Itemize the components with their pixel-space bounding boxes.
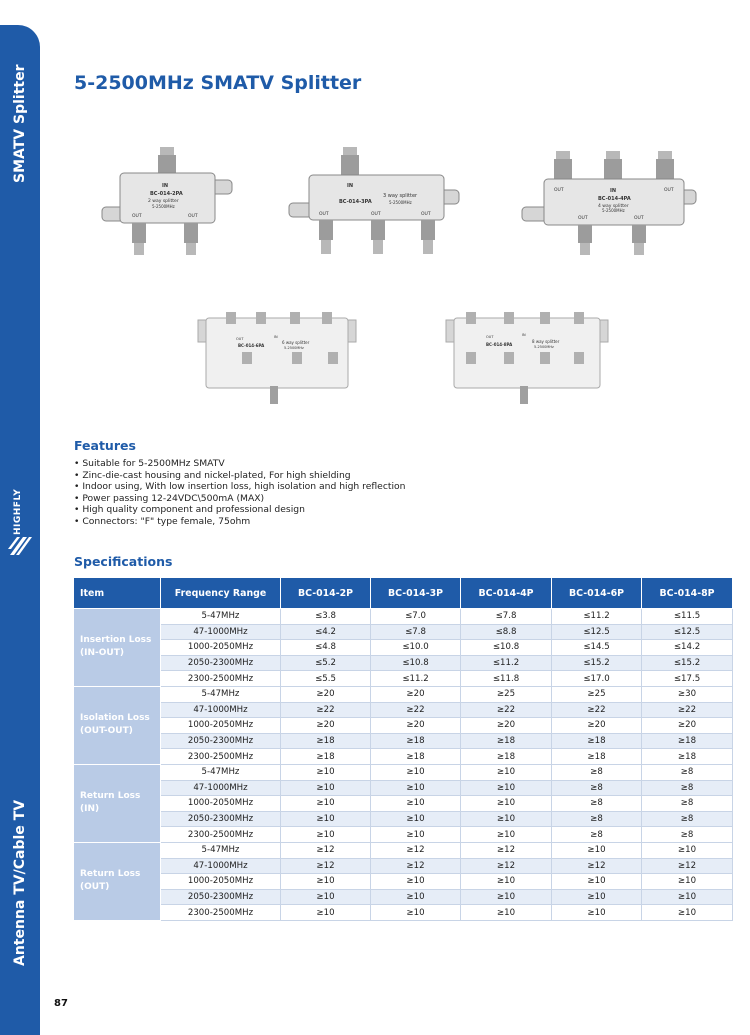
spec-value-cell: ≥10 (281, 905, 371, 921)
spec-value-cell: ≥22 (461, 702, 552, 718)
spec-value-cell: ≥10 (552, 905, 642, 921)
frequency-range-cell: 1000-2050MHz (161, 718, 281, 734)
spec-value-cell: ≥20 (281, 718, 371, 734)
frequency-range-cell: 1000-2050MHz (161, 640, 281, 656)
spec-value-cell: ≥10 (642, 842, 733, 858)
column-header: BC-014-6P (552, 578, 642, 609)
spec-group-label: Isolation Loss (OUT-OUT) (74, 686, 161, 764)
frequency-range-cell: 2300-2500MHz (161, 905, 281, 921)
svg-text:OUT: OUT (578, 216, 588, 221)
column-header: BC-014-3P (371, 578, 461, 609)
svg-text:5-2500MHz: 5-2500MHz (389, 200, 412, 205)
spec-value-cell: ≤12.5 (552, 624, 642, 640)
svg-text:IN: IN (347, 183, 354, 189)
frequency-range-cell: 47-1000MHz (161, 702, 281, 718)
product-image-6-way-splitter (192, 308, 362, 408)
spec-value-cell: ≥12 (281, 842, 371, 858)
spec-value-cell: ≥10 (461, 827, 552, 843)
brand-name: HIGHFLY (13, 488, 23, 535)
product-image-3-way-splitter (287, 145, 462, 260)
spec-value-cell: ≥25 (552, 686, 642, 702)
page-number: 87 (54, 998, 68, 1009)
spec-value-cell: ≤7.8 (461, 609, 552, 625)
svg-text:BC-014-6PA: BC-014-6PA (238, 343, 265, 348)
spec-value-cell: ≥10 (642, 905, 733, 921)
table-row (74, 811, 733, 827)
spec-value-cell: ≥22 (281, 702, 371, 718)
frequency-range-cell: 2050-2300MHz (161, 811, 281, 827)
table-row (74, 749, 733, 765)
feature-item: • High quality component and professional design (74, 504, 405, 516)
spec-value-cell: ≤11.8 (461, 671, 552, 687)
product-image-2-way-splitter (100, 145, 235, 260)
spec-value-cell: ≥18 (552, 733, 642, 749)
feature-item: • Power passing 12-24VDC\500mA (MAX) (74, 493, 405, 505)
svg-text:BC-014-2PA: BC-014-2PA (150, 191, 183, 197)
spec-value-cell: ≥10 (371, 780, 461, 796)
spec-value-cell: ≥22 (371, 702, 461, 718)
spec-value-cell: ≥10 (461, 811, 552, 827)
svg-text:OUT: OUT (188, 214, 198, 219)
spec-value-cell: ≥10 (461, 874, 552, 890)
svg-text:OUT: OUT (664, 188, 674, 193)
frequency-range-cell: 2050-2300MHz (161, 889, 281, 905)
specifications-table-body (74, 609, 733, 921)
frequency-range-cell: 1000-2050MHz (161, 796, 281, 812)
spec-value-cell: ≤5.5 (281, 671, 371, 687)
spec-value-cell: ≥10 (371, 827, 461, 843)
feature-item: • Zinc-die-cast housing and nickel-plated, For high shielding (74, 470, 405, 482)
spec-value-cell: ≥20 (371, 686, 461, 702)
spec-value-cell: ≥18 (371, 733, 461, 749)
svg-text:OUT: OUT (486, 335, 494, 339)
svg-text:OUT: OUT (236, 337, 244, 341)
spec-value-cell: ≥10 (642, 874, 733, 890)
frequency-range-cell: 2050-2300MHz (161, 733, 281, 749)
frequency-range-cell: 5-47MHz (161, 842, 281, 858)
spec-value-cell: ≥20 (371, 718, 461, 734)
spec-value-cell: ≥10 (371, 811, 461, 827)
spec-value-cell: ≥10 (371, 796, 461, 812)
spec-value-cell: ≤11.2 (371, 671, 461, 687)
spec-value-cell: ≥10 (642, 889, 733, 905)
svg-text:5-2500MHz: 5-2500MHz (602, 208, 625, 213)
table-header-row (74, 578, 733, 609)
spec-value-cell: ≥10 (461, 764, 552, 780)
frequency-range-cell: 5-47MHz (161, 764, 281, 780)
specifications-heading: Specifications (74, 554, 173, 569)
spec-value-cell: ≥8 (552, 811, 642, 827)
column-header: Frequency Range (161, 578, 281, 609)
spec-value-cell: ≥20 (281, 686, 371, 702)
svg-text:OUT: OUT (319, 212, 329, 217)
spec-value-cell: ≥10 (552, 889, 642, 905)
spec-value-cell: ≥8 (552, 796, 642, 812)
spec-value-cell: ≥8 (552, 827, 642, 843)
frequency-range-cell: 1000-2050MHz (161, 874, 281, 890)
table-row (74, 624, 733, 640)
spec-group-label: Insertion Loss (IN-OUT) (74, 609, 161, 687)
spec-value-cell: ≥10 (552, 842, 642, 858)
spec-value-cell: ≥22 (552, 702, 642, 718)
svg-text:BC-014-3PA: BC-014-3PA (339, 199, 372, 205)
table-row (74, 764, 733, 780)
spec-value-cell: ≤17.5 (642, 671, 733, 687)
spec-value-cell: ≥10 (461, 780, 552, 796)
svg-text:OUT: OUT (421, 212, 431, 217)
frequency-range-cell: 2050-2300MHz (161, 655, 281, 671)
spec-value-cell: ≥20 (461, 718, 552, 734)
svg-text:6 way splitter: 6 way splitter (282, 340, 310, 345)
svg-text:OUT: OUT (371, 212, 381, 217)
spec-value-cell: ≥18 (642, 733, 733, 749)
spec-value-cell: ≤14.2 (642, 640, 733, 656)
spec-value-cell: ≤3.8 (281, 609, 371, 625)
spec-value-cell: ≥10 (552, 874, 642, 890)
spec-value-cell: ≥20 (552, 718, 642, 734)
spec-value-cell: ≤15.2 (552, 655, 642, 671)
feature-item: • Connectors: "F" type female, 75ohm (74, 516, 405, 528)
frequency-range-cell: 47-1000MHz (161, 624, 281, 640)
spec-value-cell: ≥10 (461, 796, 552, 812)
table-row (74, 655, 733, 671)
spec-value-cell: ≥18 (371, 749, 461, 765)
product-image-4-way-splitter (520, 145, 700, 260)
spec-value-cell: ≤4.2 (281, 624, 371, 640)
spec-value-cell: ≥10 (281, 874, 371, 890)
table-row (74, 671, 733, 687)
spec-value-cell: ≥25 (461, 686, 552, 702)
frequency-range-cell: 5-47MHz (161, 609, 281, 625)
spec-value-cell: ≤15.2 (642, 655, 733, 671)
frequency-range-cell: 5-47MHz (161, 686, 281, 702)
spec-value-cell: ≥10 (461, 889, 552, 905)
table-row (74, 702, 733, 718)
svg-text:8 way splitter: 8 way splitter (532, 339, 560, 344)
column-header: BC-014-4P (461, 578, 552, 609)
spec-value-cell: ≥12 (552, 858, 642, 874)
svg-text:OUT: OUT (634, 216, 644, 221)
spec-value-cell: ≥18 (642, 749, 733, 765)
spec-value-cell: ≤8.8 (461, 624, 552, 640)
spec-value-cell: ≥10 (281, 764, 371, 780)
svg-text:5-2500MHz: 5-2500MHz (284, 346, 304, 350)
spec-value-cell: ≥8 (552, 764, 642, 780)
spec-value-cell: ≥12 (371, 858, 461, 874)
spec-value-cell: ≤17.0 (552, 671, 642, 687)
svg-text:4 way splitter: 4 way splitter (598, 204, 629, 209)
spec-value-cell: ≥18 (281, 749, 371, 765)
spec-value-cell: ≥12 (371, 842, 461, 858)
svg-text:OUT: OUT (132, 214, 142, 219)
spec-value-cell: ≥12 (461, 842, 552, 858)
spec-value-cell: ≥8 (552, 780, 642, 796)
spec-value-cell: ≥18 (461, 733, 552, 749)
spec-value-cell: ≥10 (281, 889, 371, 905)
features-heading: Features (74, 438, 136, 453)
svg-text:OUT: OUT (554, 188, 564, 193)
spec-value-cell: ≥10 (371, 764, 461, 780)
spec-value-cell: ≥8 (642, 811, 733, 827)
frequency-range-cell: 47-1000MHz (161, 858, 281, 874)
spec-value-cell: ≥12 (642, 858, 733, 874)
spec-value-cell: ≥10 (281, 796, 371, 812)
spec-value-cell: ≥18 (281, 733, 371, 749)
spec-value-cell: ≤10.8 (461, 640, 552, 656)
features-list (74, 458, 405, 528)
spec-value-cell: ≥20 (642, 718, 733, 734)
table-row (74, 733, 733, 749)
table-row (74, 686, 733, 702)
svg-text:IN: IN (522, 333, 526, 337)
frequency-range-cell: 2300-2500MHz (161, 671, 281, 687)
product-image-8-way-splitter (440, 308, 620, 408)
spec-value-cell: ≥10 (371, 889, 461, 905)
table-row (74, 905, 733, 921)
spec-value-cell: ≥10 (281, 780, 371, 796)
spec-value-cell: ≤11.2 (552, 609, 642, 625)
spec-value-cell: ≥10 (371, 905, 461, 921)
spec-value-cell: ≥8 (642, 764, 733, 780)
column-header: Item (74, 578, 161, 609)
spec-value-cell: ≥18 (552, 749, 642, 765)
spec-value-cell: ≤10.8 (371, 655, 461, 671)
table-row (74, 874, 733, 890)
spec-value-cell: ≥8 (642, 796, 733, 812)
spec-value-cell: ≥22 (642, 702, 733, 718)
svg-text:BC-014-4PA: BC-014-4PA (598, 196, 631, 202)
spec-value-cell: ≥10 (461, 905, 552, 921)
spec-value-cell: ≤10.0 (371, 640, 461, 656)
specifications-table (73, 577, 733, 921)
spec-value-cell: ≤12.5 (642, 624, 733, 640)
spec-value-cell: ≥10 (371, 874, 461, 890)
spec-value-cell: ≥8 (642, 827, 733, 843)
column-header: BC-014-8P (642, 578, 733, 609)
spec-value-cell: ≤7.8 (371, 624, 461, 640)
spec-value-cell: ≤5.2 (281, 655, 371, 671)
spec-group-label: Return Loss (IN) (74, 764, 161, 842)
spec-value-cell: ≥10 (281, 811, 371, 827)
spec-value-cell: ≤11.5 (642, 609, 733, 625)
svg-text:3 way splitter: 3 way splitter (383, 193, 418, 199)
spec-value-cell: ≥12 (281, 858, 371, 874)
spec-group-label: Return Loss (OUT) (74, 842, 161, 920)
svg-text:2 way splitter: 2 way splitter (148, 199, 179, 204)
svg-text:IN: IN (162, 183, 169, 189)
spec-value-cell: ≥30 (642, 686, 733, 702)
spec-value-cell: ≥18 (461, 749, 552, 765)
table-row (74, 796, 733, 812)
feature-item: • Suitable for 5-2500MHz SMATV (74, 458, 405, 470)
svg-text:5-2500MHz: 5-2500MHz (534, 345, 554, 349)
table-row (74, 842, 733, 858)
spec-value-cell: ≤7.0 (371, 609, 461, 625)
frequency-range-cell: 2300-2500MHz (161, 749, 281, 765)
table-row (74, 858, 733, 874)
table-row (74, 640, 733, 656)
table-row (74, 609, 733, 625)
table-row (74, 827, 733, 843)
svg-text:IN: IN (610, 188, 617, 194)
feature-item: • Indoor using, With low insertion loss, high isolation and high reflection (74, 481, 405, 493)
column-header: BC-014-2P (281, 578, 371, 609)
table-row (74, 718, 733, 734)
spec-value-cell: ≤11.2 (461, 655, 552, 671)
table-row (74, 889, 733, 905)
table-row (74, 780, 733, 796)
spec-value-cell: ≤4.8 (281, 640, 371, 656)
svg-text:IN: IN (274, 335, 278, 339)
spec-value-cell: ≥10 (281, 827, 371, 843)
page-title: 5-2500MHz SMATV Splitter (74, 72, 362, 94)
frequency-range-cell: 2300-2500MHz (161, 827, 281, 843)
frequency-range-cell: 47-1000MHz (161, 780, 281, 796)
spec-value-cell: ≤14.5 (552, 640, 642, 656)
spec-value-cell: ≥12 (461, 858, 552, 874)
category-label-bottom: Antenna TV/Cable TV (12, 799, 28, 966)
svg-text:5-2500MHz: 5-2500MHz (152, 204, 175, 209)
svg-text:BC-014-8PA: BC-014-8PA (486, 342, 513, 347)
category-label-top: SMATV Splitter (12, 64, 28, 183)
spec-value-cell: ≥8 (642, 780, 733, 796)
